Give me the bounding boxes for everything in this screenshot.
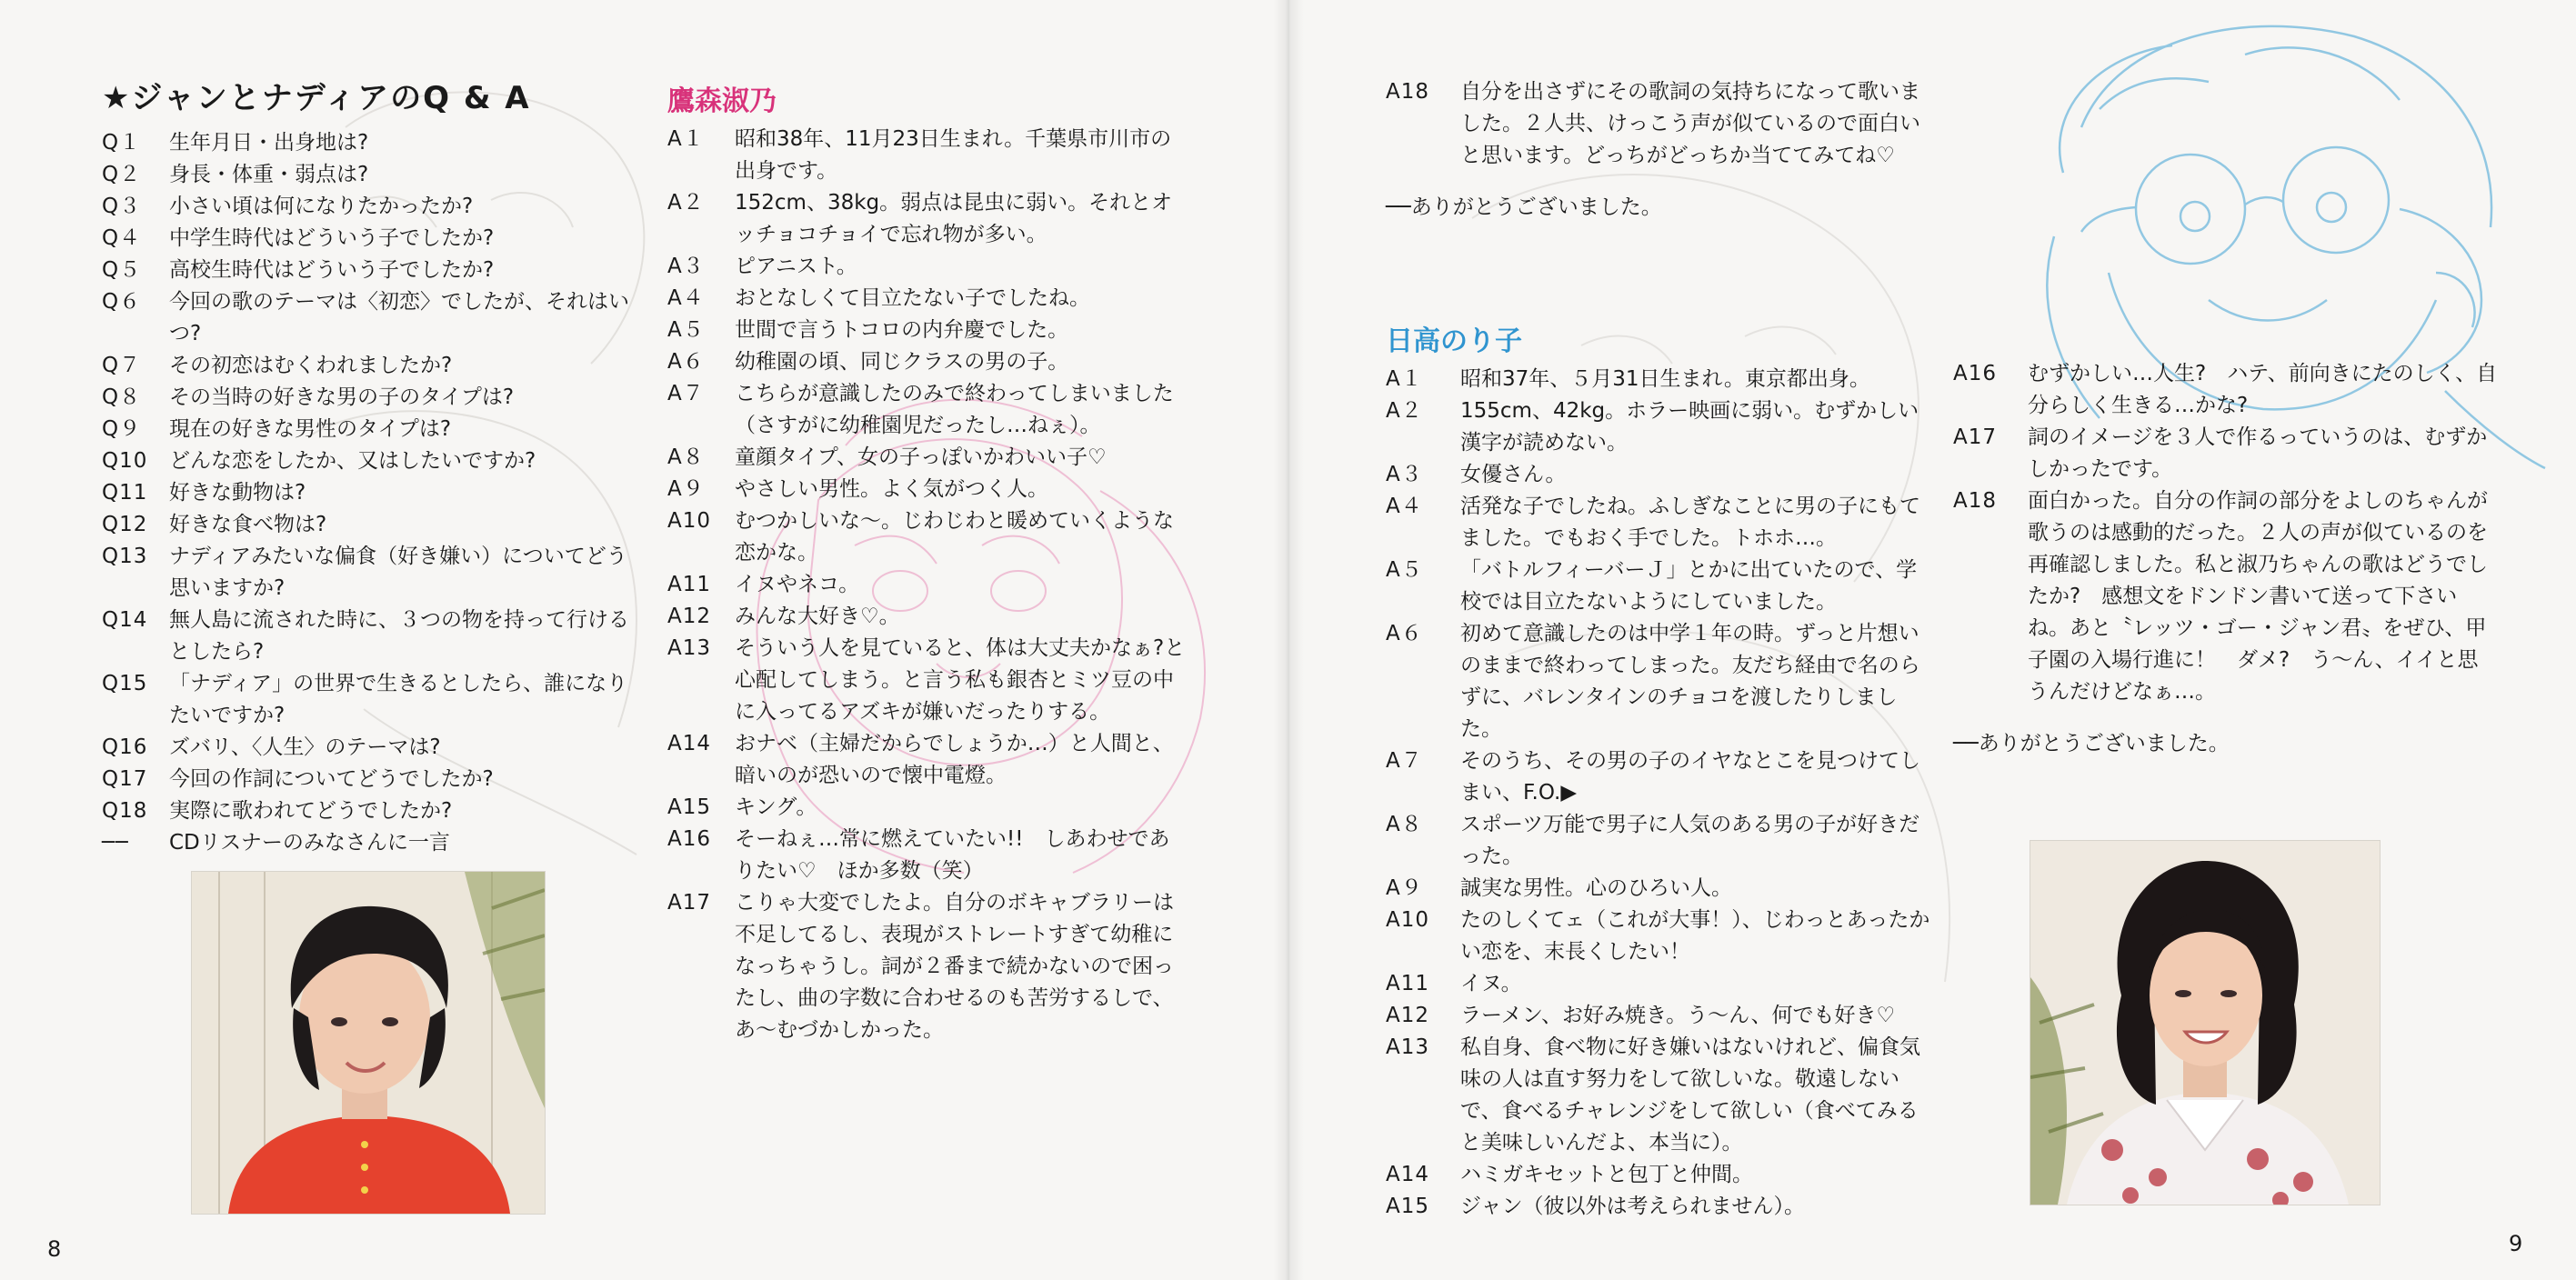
answer-text: おナベ（主婦だからでしょうか…）と人間と、暗いのが恐いので懐中電燈。 <box>735 732 1174 787</box>
answer-text: こりゃ大変でしたよ。自分のボキャブラリーは不足してるし、表現がストレートすぎて幼稚になっちゃうし。詞が２番まで続かないので困ったし、曲の字数に合わせるのも苦労するしで、あ～むづかしかった。 <box>735 891 1174 1042</box>
question-row <box>102 668 629 732</box>
answer-text: キング。 <box>735 795 817 819</box>
question-row <box>102 477 629 509</box>
answer-text: 詞のイメージを３人で作るっていうのは、むずかしかったです。 <box>2028 425 2488 481</box>
answer-key: A１ <box>667 127 705 151</box>
answer-key: A２ <box>667 191 705 215</box>
answer-row <box>667 728 1186 792</box>
answer-key: A12 <box>667 605 712 628</box>
page-number-right: 9 <box>2509 1231 2523 1256</box>
answer-key: A２ <box>1386 399 1423 423</box>
question-text: 現在の好きな男性のタイプは? <box>169 417 452 441</box>
question-row <box>102 509 629 541</box>
answer-row <box>667 124 1186 187</box>
answer-key: A10 <box>1386 908 1430 932</box>
question-key: Q10 <box>102 449 148 473</box>
question-key: Q８ <box>102 385 142 409</box>
answer-row <box>1386 1159 1931 1191</box>
question-row <box>102 191 629 223</box>
answer-key: A４ <box>1386 495 1423 518</box>
answer-row <box>667 283 1186 315</box>
answer-key: A１ <box>1386 367 1423 391</box>
question-row <box>102 382 629 414</box>
takamori-portrait-photo <box>191 871 546 1215</box>
takamori-column <box>667 85 1186 1046</box>
answer-key: A14 <box>667 732 712 755</box>
answer-key: A18 <box>1386 80 1430 104</box>
answer-row <box>1386 968 1931 1000</box>
answer-row <box>1386 555 1931 618</box>
answer-row <box>1386 1032 1931 1159</box>
answer-row <box>1386 491 1931 555</box>
question-key: Q５ <box>102 258 142 282</box>
answer-row <box>1386 618 1931 745</box>
question-text: ズバリ、〈人生〉のテーマは? <box>169 735 441 759</box>
answer-key: A８ <box>667 445 705 469</box>
thanks-line: ──ありがとうございました。 <box>1386 195 1662 219</box>
answer-key: A６ <box>1386 622 1423 645</box>
answer-text: やさしい男性。よく気がつく人。 <box>735 477 1048 501</box>
question-key: Q13 <box>102 545 148 568</box>
answer-row <box>667 887 1186 1046</box>
answer-row <box>667 824 1186 887</box>
answer-text: そーねぇ…常に燃えていたい!! しあわせでありたい♡ ほか多数（笑） <box>735 827 1170 883</box>
hidaka-column-2 <box>1953 358 2499 760</box>
answer-key: A13 <box>1386 1035 1430 1059</box>
hidaka-column-1 <box>1386 325 1931 1223</box>
answer-key: A７ <box>1386 749 1423 773</box>
answer-text: たのしくてェ（これが大事！）、じわっとあったかい恋を、末長くしたい！ <box>1460 908 1930 964</box>
answer-text: 活発な子でしたね。ふしぎなことに男の子にもてました。でもおく手でした。トホホ…。 <box>1460 495 1920 550</box>
answer-row <box>667 442 1186 474</box>
answer-key: A12 <box>1386 1004 1430 1027</box>
takamori-continuation <box>1386 76 1931 224</box>
answer-row <box>667 792 1186 824</box>
question-key: Q16 <box>102 735 148 759</box>
answer-row <box>1953 422 2499 485</box>
answer-row <box>667 187 1186 251</box>
answer-row <box>1386 395 1931 459</box>
answer-text: そのうち、その男の子のイヤなとこを見つけてしまい、F.O.▶ <box>1460 749 1920 805</box>
answer-text: 面白かった。自分の作詞の部分をよしのちゃんが歌うのは感動的だった。２人の声が似ているのを再確認しました。私と淑乃ちゃんの歌はどうでしたか? 感想文をドンドン書いて送って下さいね。あと〝レッツ・ゴー・ジャン君〟をぜひ、甲子園の入場行進に！ ダメ? う～ん、イイと思うんだけどなぁ…。 <box>2028 489 2488 704</box>
answer-key: A５ <box>667 318 705 342</box>
question-list <box>102 127 629 859</box>
answer-key: A10 <box>667 509 712 533</box>
question-row <box>102 127 629 159</box>
answer-key: A16 <box>667 827 712 851</box>
answer-text: ハミガキセットと包丁と仲間。 <box>1460 1163 1753 1186</box>
answer-row <box>667 251 1186 283</box>
question-key: Q15 <box>102 672 148 695</box>
answer-key: A５ <box>1386 558 1423 582</box>
question-text: ナディアみたいな偏食（好き嫌い）についてどう思いますか? <box>169 545 627 600</box>
question-row <box>102 159 629 191</box>
answer-row <box>667 505 1186 569</box>
answer-text: おとなしくて目立たない子でしたね。 <box>735 286 1090 310</box>
question-text: 高校生時代はどういう子でしたか? <box>169 258 495 282</box>
answer-text: むつかしいな～。じわじわと暖めていくような恋かな。 <box>735 509 1174 565</box>
answer-text: イヌ。 <box>1460 972 1522 995</box>
question-row <box>102 350 629 382</box>
question-key: Q２ <box>102 163 142 186</box>
answer-text: 誠実な男性。心のひろい人。 <box>1460 876 1732 900</box>
answer-text: 私自身、食べ物に好き嫌いはないけれど、偏食気味の人は直す努力をして欲しいな。敬遠しないで、食べるチャレンジをして欲しい（食べてみると美味しいんだよ、本当に）。 <box>1460 1035 1920 1155</box>
question-key: Q１ <box>102 131 142 155</box>
answer-key: A９ <box>667 477 705 501</box>
answer-key: A６ <box>667 350 705 374</box>
answer-text: イヌやネコ。 <box>735 573 860 596</box>
answer-key: A11 <box>667 573 712 596</box>
takamori-name-heading: 鷹森淑乃 <box>667 85 777 117</box>
thanks-line: ──ありがとうございました。 <box>1953 732 2230 755</box>
question-key: Q11 <box>102 481 148 505</box>
question-text: どんな恋をしたか、又はしたいですか? <box>169 449 536 473</box>
answer-text: 155cm、42kg。ホラー映画に弱い。むずかしい漢字が読めない。 <box>1460 399 1919 455</box>
question-row <box>102 223 629 255</box>
question-key: Q12 <box>102 513 148 536</box>
question-row <box>102 445 629 477</box>
answer-text: 昭和37年、５月31日生まれ。東京都出身。 <box>1460 367 1870 391</box>
answer-text: 童顔タイプ、女の子っぽいかわいい子♡ <box>735 445 1107 469</box>
answer-row <box>667 601 1186 633</box>
answer-key: A３ <box>667 255 705 278</box>
question-key: Q９ <box>102 417 142 441</box>
question-text: 実際に歌われてどうでしたか? <box>169 799 453 823</box>
answer-row <box>667 569 1186 601</box>
answer-key: A15 <box>1386 1195 1430 1218</box>
right-page <box>1290 0 2576 1280</box>
answer-text: むずかしい…人生? ハテ、前向きにたのしく、自分らしく生きる…かな? <box>2028 362 2498 417</box>
answer-key: A16 <box>1953 362 1998 385</box>
qa-questions-column <box>102 80 629 859</box>
answer-text: ピアニスト。 <box>735 255 857 278</box>
answer-row <box>667 346 1186 378</box>
question-text: 小さい頃は何になりたかったか? <box>169 195 474 218</box>
question-row <box>102 795 629 827</box>
answer-key: A15 <box>667 795 712 819</box>
answer-row <box>1953 485 2499 708</box>
answer-text: 昭和38年、11月23日生まれ。千葉県市川市の出身です。 <box>735 127 1172 183</box>
question-key: Q14 <box>102 608 148 632</box>
hidaka-name-heading: 日高のり子 <box>1386 325 1522 357</box>
book-gutter <box>1273 0 1304 1280</box>
answer-text: 「バトルフィーバーＪ」とかに出ていたので、学校では目立たないようにしていました。 <box>1460 558 1918 614</box>
question-text: 「ナディア」の世界で生きるとしたら、誰になりたいですか? <box>169 672 628 727</box>
question-text: 身長・体重・弱点は? <box>169 163 369 186</box>
question-text: 生年月日・出身地は? <box>169 131 369 155</box>
question-key: Q17 <box>102 767 148 791</box>
answer-text: 152cm、38kg。弱点は昆虫に弱い。それとオッチョコチョイで忘れ物が多い。 <box>735 191 1173 246</box>
qa-section-title: ★ジャンとナディアのQ & A <box>102 80 531 116</box>
question-key: Q３ <box>102 195 142 218</box>
answer-row <box>1386 809 1931 873</box>
answer-text: 世間で言うトコロの内弁慶でした。 <box>735 318 1069 342</box>
question-text: 今回の作詞についてどうでしたか? <box>169 767 494 791</box>
answer-row <box>1386 459 1931 491</box>
answer-key: A８ <box>1386 813 1423 836</box>
page-number-left: 8 <box>47 1236 62 1262</box>
question-text: その初恋はむくわれましたか? <box>169 354 453 377</box>
answer-text: ラーメン、お好み焼き。う～ん、何でも好き♡ <box>1460 1004 1896 1027</box>
question-row <box>102 414 629 445</box>
answer-row <box>1953 358 2499 422</box>
hidaka-portrait-photo <box>2030 840 2381 1205</box>
question-row <box>102 255 629 286</box>
question-row <box>102 605 629 668</box>
portrait-illustration <box>192 872 545 1214</box>
answer-text: スポーツ万能で男子に人気のある男の子が好きだった。 <box>1460 813 1920 868</box>
question-key: Q７ <box>102 354 142 377</box>
answer-text: 自分を出さずにその歌詞の気持ちになって歌いました。２人共、けっこう声が似ているので面白いと思います。どっちがどっちか当ててみてね♡ <box>1460 80 1920 167</box>
answer-row <box>1386 905 1931 968</box>
answer-text: 幼稚園の頃、同じクラスの男の子。 <box>735 350 1069 374</box>
answer-row <box>667 474 1186 505</box>
answer-key: A９ <box>1386 876 1423 900</box>
answer-text: 女優さん。 <box>1460 463 1567 486</box>
answer-row <box>1386 1191 1931 1223</box>
portrait-illustration <box>2030 841 2380 1205</box>
question-row <box>102 827 629 859</box>
answer-key: A７ <box>667 382 705 405</box>
answer-row <box>667 315 1186 346</box>
answer-key: A４ <box>667 286 705 310</box>
question-key: ── <box>102 831 129 855</box>
answer-key: A14 <box>1386 1163 1430 1186</box>
question-text: その当時の好きな男の子のタイプは? <box>169 385 515 409</box>
question-text: CDリスナーのみなさんに一言 <box>169 831 450 855</box>
question-row <box>102 764 629 795</box>
answer-key: A11 <box>1386 972 1430 995</box>
answer-text: こちらが意識したのみで終わってしまいました（さすがに幼稚園児だったし…ねぇ）。 <box>735 382 1174 437</box>
question-text: 中学生時代はどういう子でしたか? <box>169 226 495 250</box>
question-key: Q６ <box>102 290 142 314</box>
question-key: Q18 <box>102 799 148 823</box>
answer-key: A３ <box>1386 463 1423 486</box>
answer-row <box>1386 1000 1931 1032</box>
answer-text: 初めて意識したのは中学１年の時。ずっと片想いのままで終わってしまった。友だち経由で名のらずに、バレンタインのチョコを渡したりしました。 <box>1460 622 1920 741</box>
answer-text: みんな大好き♡。 <box>735 605 900 628</box>
question-text: 好きな食べ物は? <box>169 513 327 536</box>
answer-key: A17 <box>1953 425 1998 449</box>
answer-text: そういう人を見ていると、体は大丈夫かなぁ?と心配してしまう。と言う私も銀杏とミツ豆の中に入ってるアズキが嫌いだったりする。 <box>735 636 1186 724</box>
answer-row <box>1386 76 1931 172</box>
answer-key: A17 <box>667 891 712 915</box>
question-row <box>102 541 629 605</box>
question-text: 無人島に流された時に、３つの物を持って行けるとしたら? <box>169 608 629 664</box>
answer-text: ジャン（彼以外は考えられません）。 <box>1460 1195 1806 1218</box>
question-row <box>102 732 629 764</box>
question-row <box>102 286 629 350</box>
answer-row <box>1386 364 1931 395</box>
answer-key: A13 <box>667 636 712 660</box>
answer-row <box>667 378 1186 442</box>
answer-row <box>667 633 1186 728</box>
answer-row <box>1386 745 1931 809</box>
answer-row <box>1386 873 1931 905</box>
question-key: Q４ <box>102 226 142 250</box>
question-text: 今回の歌のテーマは〈初恋〉でしたが、それはいつ? <box>169 290 629 345</box>
answer-key: A18 <box>1953 489 1998 513</box>
question-text: 好きな動物は? <box>169 481 306 505</box>
